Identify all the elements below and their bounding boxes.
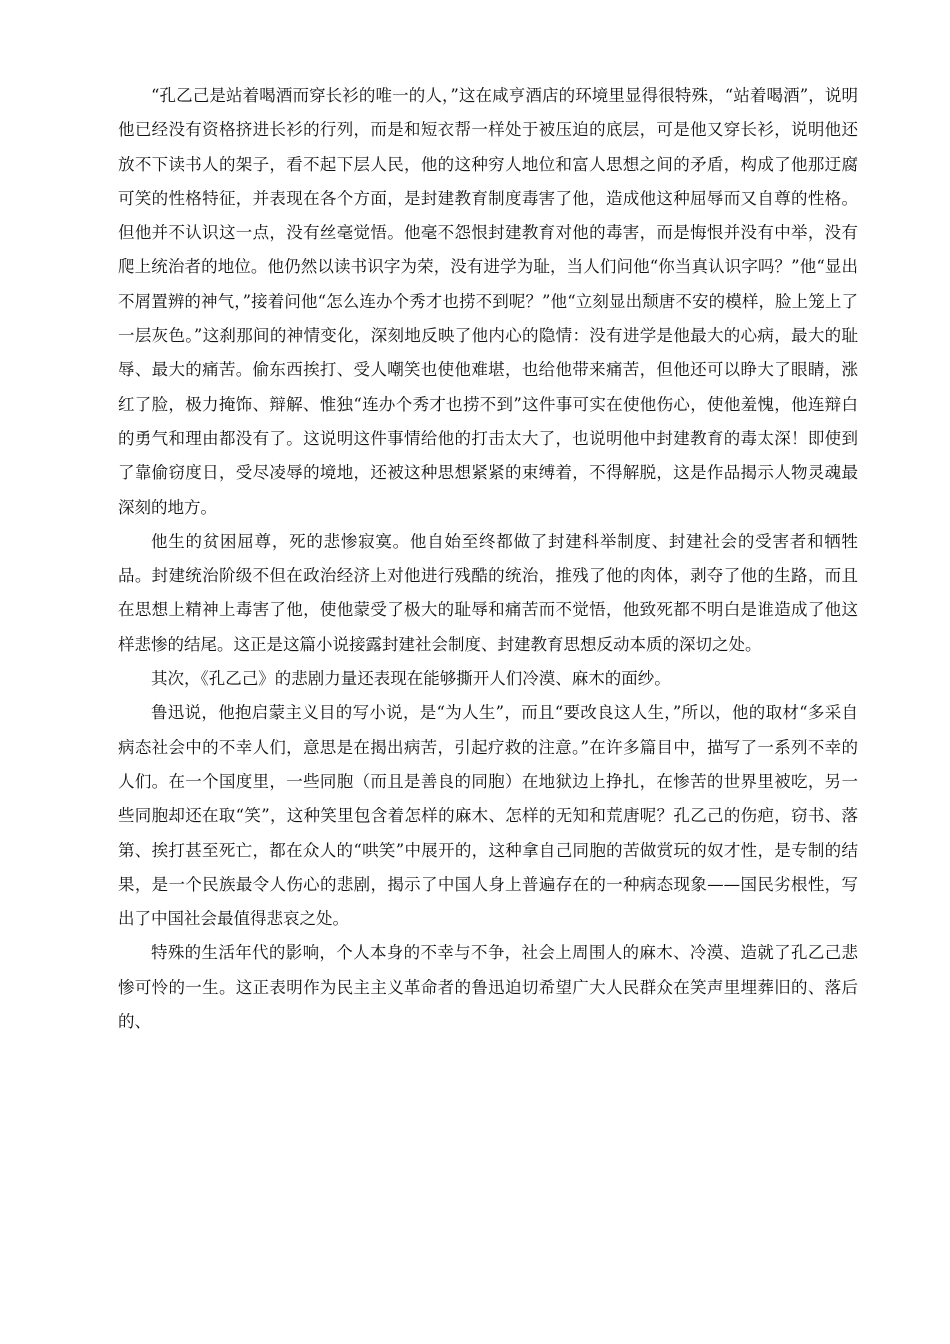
paragraph-5: 特殊的生活年代的影响，个人本身的不幸与不争，社会上周围人的麻木、冷漠、造就了孔乙己悲惨可怜的一生。这正表明作为民主主义革命者的鲁迅迫切希望广大人民群众在笑声里埋葬旧的、落后的、 [118, 943, 858, 1032]
paragraph-3: 其次，《孔乙己》的悲剧力量还表现在能够撕开人们冷漠、麻木的面纱。 [151, 669, 671, 689]
paragraph-4: 鲁迅说，他抱启蒙主义目的写小说，是“为人生”，而且“要改良这人生，”所以，他的取材“多采自病态社会中的不幸人们，意思是在揭出病苦，引起疗救的注意。”在许多篇目中，描写了一系列不幸的人们。在一个国度里，一些同胞（而且是善良的同胞）在地狱边上挣扎，在惨苦的世界里被吃，另一些同胞却还在取“笑”，这种笑里包含着怎样的麻木、怎样的无知和荒唐呢？孔乙己的伤疤，窃书、落第、挨打甚至死亡，都在众人的“哄笑”中展开的，这种拿自己同胞的苦做赏玩的奴才性，是专制的结果，是一个民族最令人伤心的悲剧，揭示了中国人身上普遍存在的一种病态现象——国民劣根性，写出了中国社会最值得悲哀之处。 [118, 703, 858, 929]
document-body [118, 79, 858, 1039]
paragraph-1: “孔乙己是站着喝酒而穿长衫的唯一的人，”这在咸亨酒店的环境里显得很特殊，“站着喝酒”，说明他已经没有资格挤进长衫的行列，而是和短衣帮一样处于被压迫的底层，可是他又穿长衫，说明他还放不下读书人的架子，看不起下层人民，他的这种穷人地位和富人思想之间的矛盾，构成了他那迂腐可笑的性格特征，并表现在各个方面，是封建教育制度毒害了他，造成他这种屈辱而又自尊的性格。但他并不认识这一点，没有丝毫觉悟。他毫不怨恨封建教育对他的毒害，而是悔恨并没有中举，没有爬上统治者的地位。他仍然以读书识字为荣，没有进学为耻，当人们问他“你当真认识字吗？”他“显出不屑置辨的神气，”接着问他“怎么连办个秀才也捞不到呢？”他“立刻显出颓唐不安的模样，脸上笼上了一层灰色。”这刹那间的神情变化，深刻地反映了他内心的隐情：没有进学是他最大的心病，最大的耻辱、最大的痛苦。偷东西挨打、受人嘲笑也使他难堪，也给他带来痛苦，但他还可以睁大了眼睛，涨红了脸，极力掩饰、辩解、惟独“连办个秀才也捞不到”这件事可实在使他伤心，使他羞愧，他连辩白的勇气和理由都没有了。这说明这件事情给他的打击太大了，也说明他中封建教育的毒太深！即使到了靠偷窃度日，受尽凌辱的境地，还被这种思想紧紧的束缚着，不得解脱，这是作品揭示人物灵魂最深刻的地方。 [118, 86, 858, 517]
paragraph-2: 他生的贫困屈尊，死的悲惨寂寞。他自始至终都做了封建科举制度、封建社会的受害者和牺牲品。封建统治阶级不但在政治经济上对他进行残酷的统治，推残了他的肉体，剥夺了他的生路，而且在思想上精神上毒害了他，使他蒙受了极大的耻辱和痛苦而不觉悟，他致死都不明白是谁造成了他这样悲惨的结尾。这正是这篇小说接露封建社会制度、封建教育思想反动本质的深切之处。 [118, 531, 858, 654]
